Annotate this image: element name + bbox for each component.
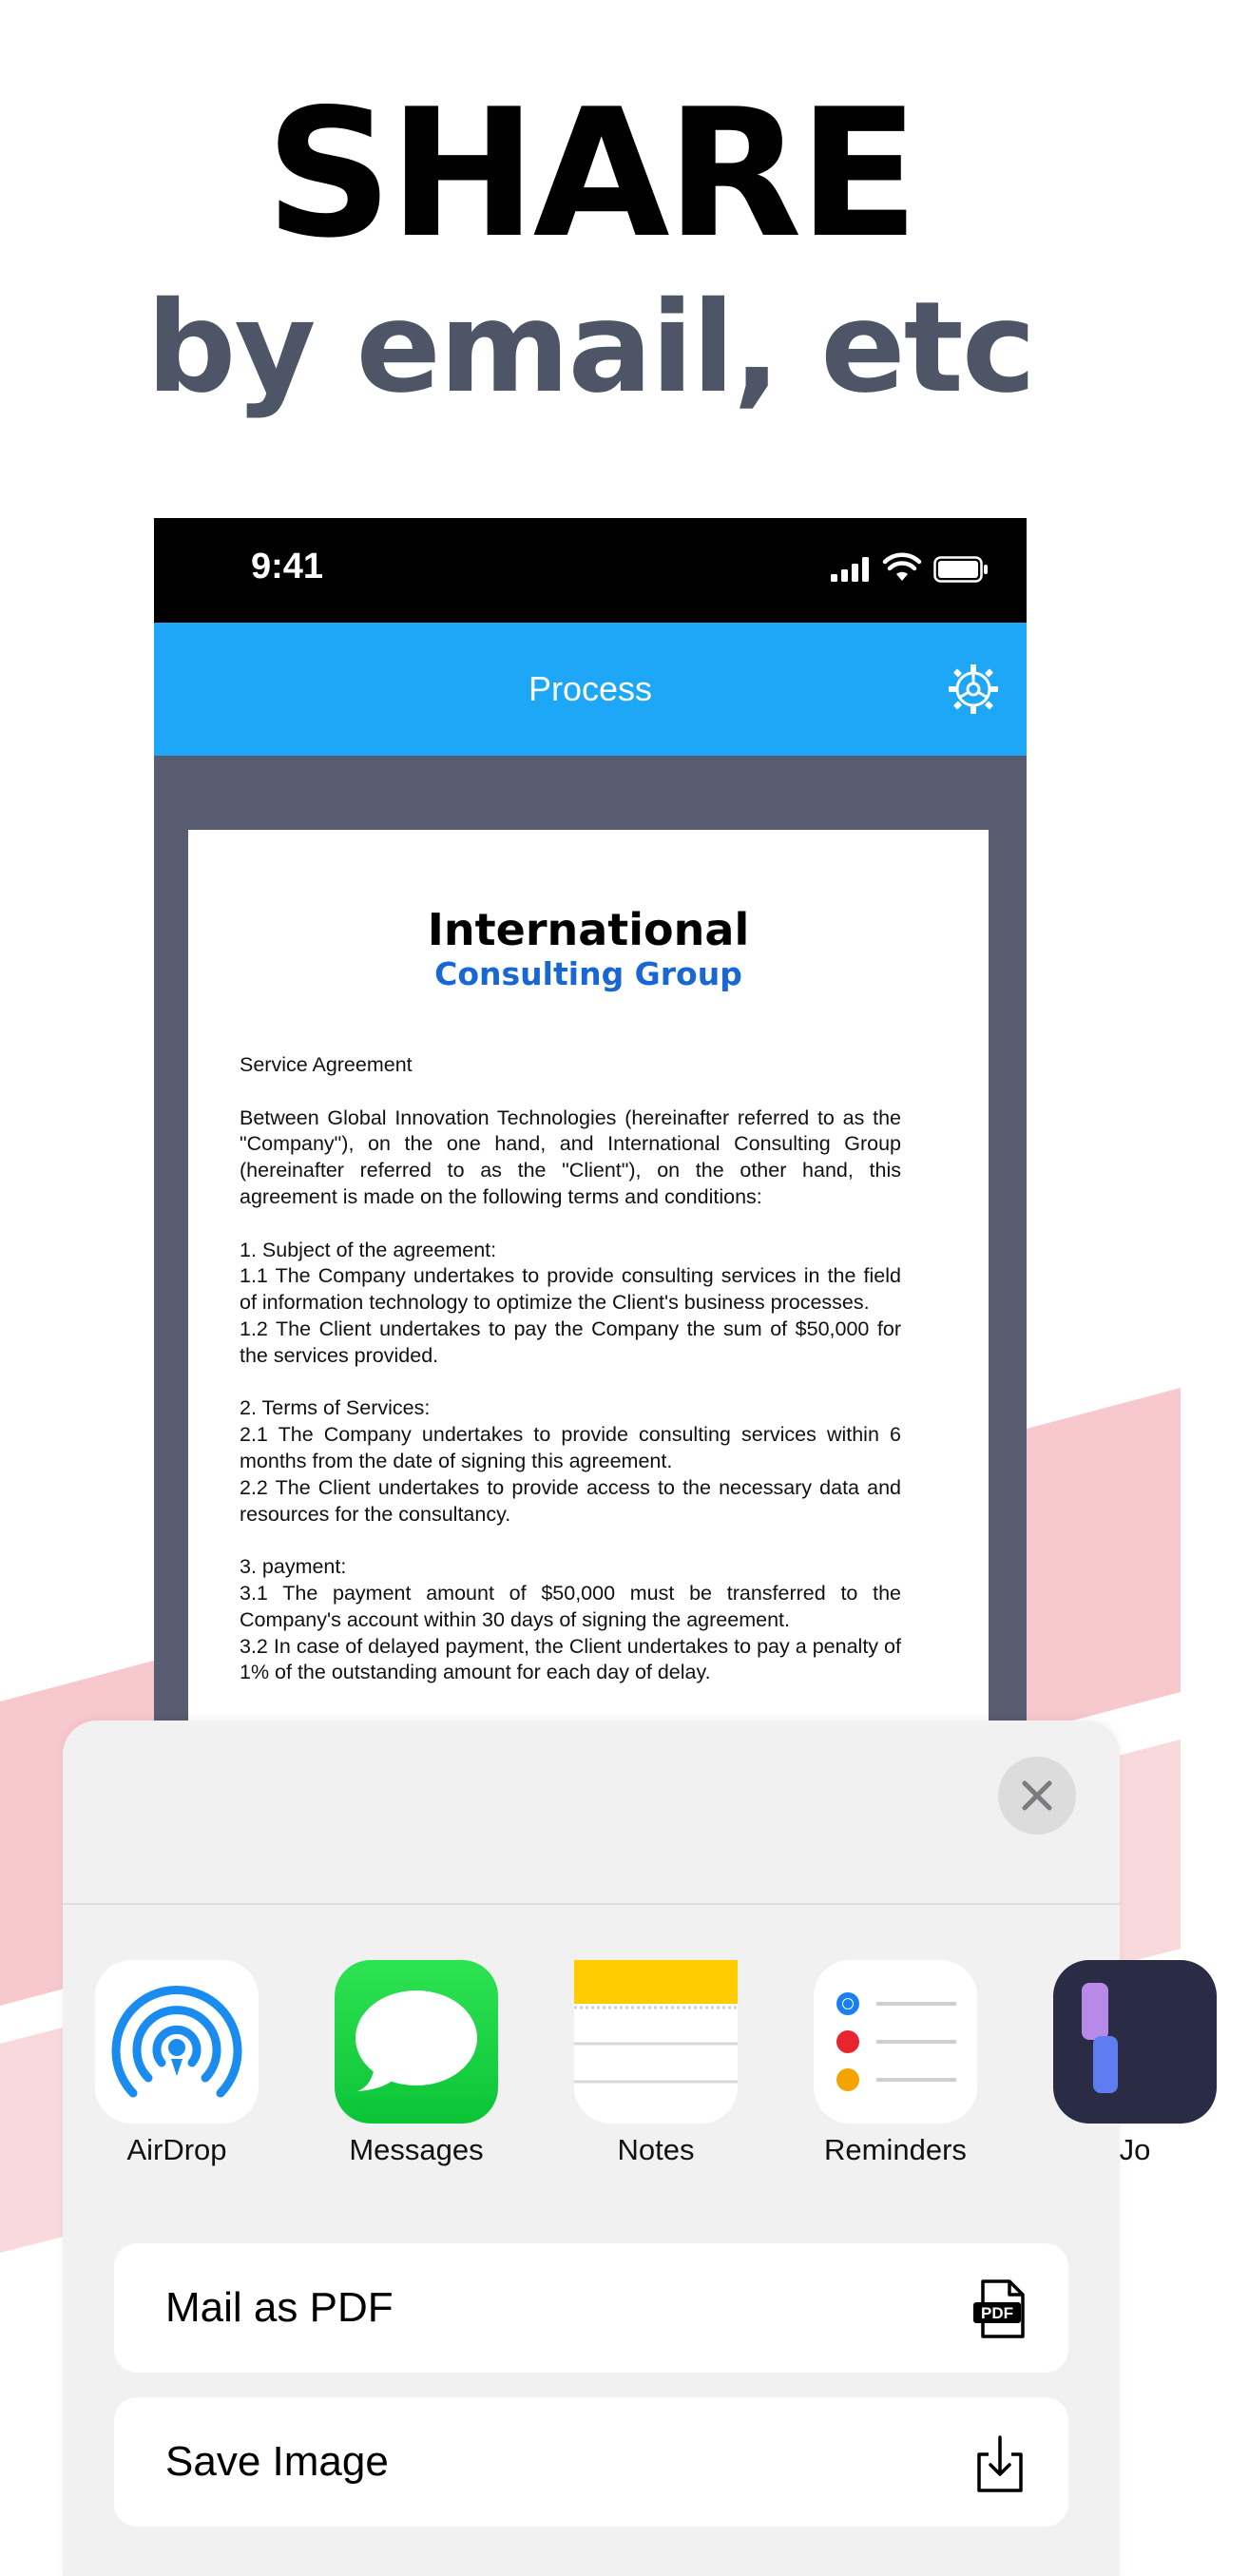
share-app-reminders[interactable] bbox=[781, 1960, 1009, 2167]
airdrop-icon bbox=[95, 1960, 259, 2124]
action-label: Save Image bbox=[165, 2438, 389, 2485]
subheadline: by email, etc bbox=[145, 275, 1035, 421]
doc-paragraph: Between Global Innovation Technologies (hereinafter referred to as the "Company"), on the one hand, and International Consulting Group (hereinafter referred to as the "Client"), on the other hand, this agreement is made on the following terms and conditions: bbox=[240, 1105, 901, 1208]
app-label: Notes bbox=[617, 2133, 695, 2166]
nav-title: Process bbox=[528, 669, 653, 708]
app-label: Jo bbox=[1119, 2133, 1151, 2166]
share-app-messages[interactable] bbox=[302, 1960, 530, 2167]
pdf-icon bbox=[971, 2279, 1028, 2340]
share-app-row bbox=[63, 1960, 1151, 2179]
doc-paragraph: 3. payment: 3.1 The payment amount of $50,000 must be transferred to the Company's account within 30 days of signing the agreement. 3.2 In case of delayed payment, the Client undertakes to pay a penalty of 1% of the outstanding amount for each day of delay. bbox=[240, 1555, 901, 1684]
share-app-partial[interactable] bbox=[1021, 1960, 1249, 2167]
app-icon bbox=[1053, 1960, 1217, 2124]
save-icon bbox=[971, 2433, 1028, 2494]
phone-mockup bbox=[154, 518, 1027, 1849]
status-time: 9:41 bbox=[251, 547, 324, 586]
status-icons bbox=[831, 556, 989, 583]
close-button[interactable] bbox=[998, 1757, 1076, 1835]
app-label: Messages bbox=[349, 2133, 484, 2166]
close-icon bbox=[998, 1757, 1076, 1835]
save-image-button[interactable] bbox=[114, 2397, 1068, 2527]
status-bar bbox=[154, 518, 1027, 623]
gear-icon[interactable] bbox=[947, 663, 1000, 716]
notes-icon bbox=[574, 1960, 738, 2124]
battery-icon bbox=[933, 556, 989, 583]
share-sheet bbox=[63, 1721, 1151, 2576]
action-label: Mail as PDF bbox=[165, 2284, 394, 2331]
wifi-icon bbox=[884, 556, 920, 583]
messages-icon bbox=[335, 1960, 498, 2124]
headline: SHARE bbox=[265, 70, 915, 277]
doc-subtitle: Consulting Group bbox=[434, 955, 742, 992]
navigation-bar bbox=[154, 623, 1027, 756]
reminders-icon bbox=[814, 1960, 977, 2124]
doc-body bbox=[240, 1052, 901, 1713]
mail-as-pdf-button[interactable] bbox=[114, 2243, 1068, 2373]
app-label: Reminders bbox=[824, 2133, 967, 2166]
doc-paragraph: Service Agreement bbox=[240, 1053, 413, 1076]
svg-text:PDF: PDF bbox=[981, 2304, 1013, 2322]
doc-title: International bbox=[427, 904, 750, 955]
sheet-divider bbox=[63, 1903, 1120, 1905]
share-app-notes[interactable] bbox=[542, 1960, 770, 2167]
doc-paragraph: 1. Subject of the agreement: 1.1 The Company undertakes to provide consulting services in the field of information technology to optimize the Client's business processes. 1.2 The Client undertakes to pay the Company the sum of $50,000 for the services provided. bbox=[240, 1238, 901, 1367]
doc-paragraph: 2. Terms of Services: 2.1 The Company undertakes to provide consulting services within 6 months from the date of signing this agreement. 2.2 The Client undertakes to provide access to the necessary data and resources for the consultancy. bbox=[240, 1396, 901, 1526]
share-app-airdrop[interactable] bbox=[63, 1960, 291, 2167]
signal-icon bbox=[831, 557, 871, 582]
app-label: AirDrop bbox=[126, 2133, 227, 2166]
